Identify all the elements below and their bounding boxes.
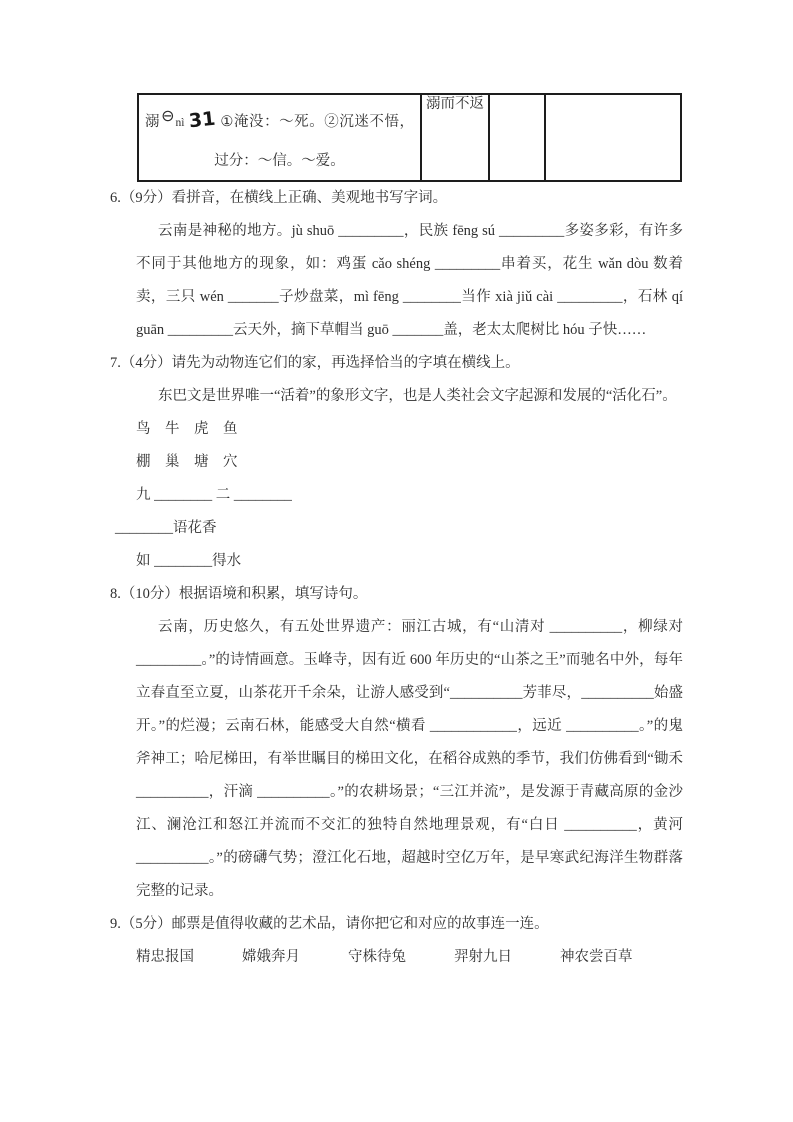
question-6 xyxy=(110,182,683,347)
empty-cell-1 xyxy=(489,94,545,181)
question-8-body: 云南，历史悠久，有五处世界遗产：丽江古城，有“山清对 __________，柳绿对 _________。”的诗情画意。玉峰寺，因有近 600 年历史的“山茶之王”而驰名中外，每年立春直至立夏，山茶花开千余朵，让游人感受到“__________芳菲尽，__________始盛开。”的烂漫；云南石林，能感受大自然“横看 ____________，远近 __________。”的鬼斧神工；哈尼梯田，有举世瞩目的梯田文化，在稻谷成熟的季节，我们仿佛看到“锄禾 __________，汗滴 __________。”的农耕场景；“三江并流”，是发源于青藏高原的金沙江、澜沧江和怒江并流而不交汇的独特自然地理景观，有“白日 __________，黄河 __________。”的磅礴气势；澄江化石地，超越时空亿万年，是早寒武纪海洋生物群落完整的记录。 xyxy=(136,619,683,899)
question-9-score: （5分） xyxy=(120,916,172,932)
question-7-title-text: 请先为动物连它们的家，再选择恰当的字填在横线上。 xyxy=(171,355,520,371)
question-6-title-text: 看拼音，在横线上正确、美观地书写字词。 xyxy=(171,190,448,206)
q7-homes-line: 棚 巢 塘 穴 xyxy=(136,454,238,470)
idiom-cell xyxy=(421,94,489,181)
stamp-story-5: 神农尝百草 xyxy=(560,949,633,965)
stamp-story-4: 羿射九日 xyxy=(454,949,512,965)
question-6-number: 6. xyxy=(110,190,121,206)
entry-character: 溺 xyxy=(145,114,161,130)
stamp-story-3: 守株待兔 xyxy=(348,949,406,965)
empty-cell-2 xyxy=(545,94,681,181)
question-8-title xyxy=(110,578,683,611)
question-6-score: （9分） xyxy=(120,190,172,206)
question-9-number: 9. xyxy=(110,916,121,932)
q7-blank-line-2: ________语花香 xyxy=(115,520,217,536)
question-6-body: 云南是神秘的地方。jù shuō _________，民族 fēng sú _________多姿多彩，有许多不同于其他地方的现象，如：鸡蛋 cǎo shéng _________串着买，花生 wǎn dòu 数着卖，三只 wén _______子炒盘菜，mì fēng ________当作 xià jiǔ cài _________，石林 qí guān _________云天外，摘下草帽当 guō _______盖，老太太爬树比 hóu 子快…… xyxy=(136,223,683,338)
character-entry-cell xyxy=(138,94,421,181)
question-8-title-text: 根据语境和积累，填写诗句。 xyxy=(178,586,368,602)
idiom-text: 溺而不返 xyxy=(426,96,484,112)
question-8-score: （10分） xyxy=(120,586,179,602)
entry-pinyin: nì xyxy=(175,117,185,129)
question-7-number: 7. xyxy=(110,355,121,371)
question-8 xyxy=(110,578,683,908)
q7-blank-line-1: 九 ________ 二 ________ xyxy=(136,487,292,503)
question-9-title xyxy=(110,908,683,941)
question-7-title xyxy=(110,347,683,380)
question-7-intro: 东巴文是世界唯一“活着”的象形文字，也是人类社会文字起源和发展的“活化石”。 xyxy=(158,388,677,404)
question-9-title-text: 邮票是值得收藏的艺术品，请你把它和对应的故事连一连。 xyxy=(171,916,549,932)
q7-blank-line-3: 如 ________得水 xyxy=(136,553,242,569)
question-6-title xyxy=(110,182,683,215)
stamp-story-1: 精忠报国 xyxy=(136,949,194,965)
handwritten-mark: 31 xyxy=(188,107,217,133)
entry-definition: ①淹没：～死。②沉迷不悟，过分：～信。～爱。 xyxy=(214,114,415,169)
stamp-story-2: 嫦娥奔月 xyxy=(242,949,300,965)
dictionary-row xyxy=(138,94,681,181)
stamp-stories-row xyxy=(136,941,683,974)
question-8-number: 8. xyxy=(110,586,121,602)
circled-minus-icon: ⊖ xyxy=(161,106,175,125)
question-7 xyxy=(110,347,683,578)
q7-animals-line: 鸟 牛 虎 鱼 xyxy=(136,421,238,437)
question-9 xyxy=(110,908,683,974)
character-dictionary-table xyxy=(137,93,682,182)
question-7-score: （4分） xyxy=(120,355,172,371)
